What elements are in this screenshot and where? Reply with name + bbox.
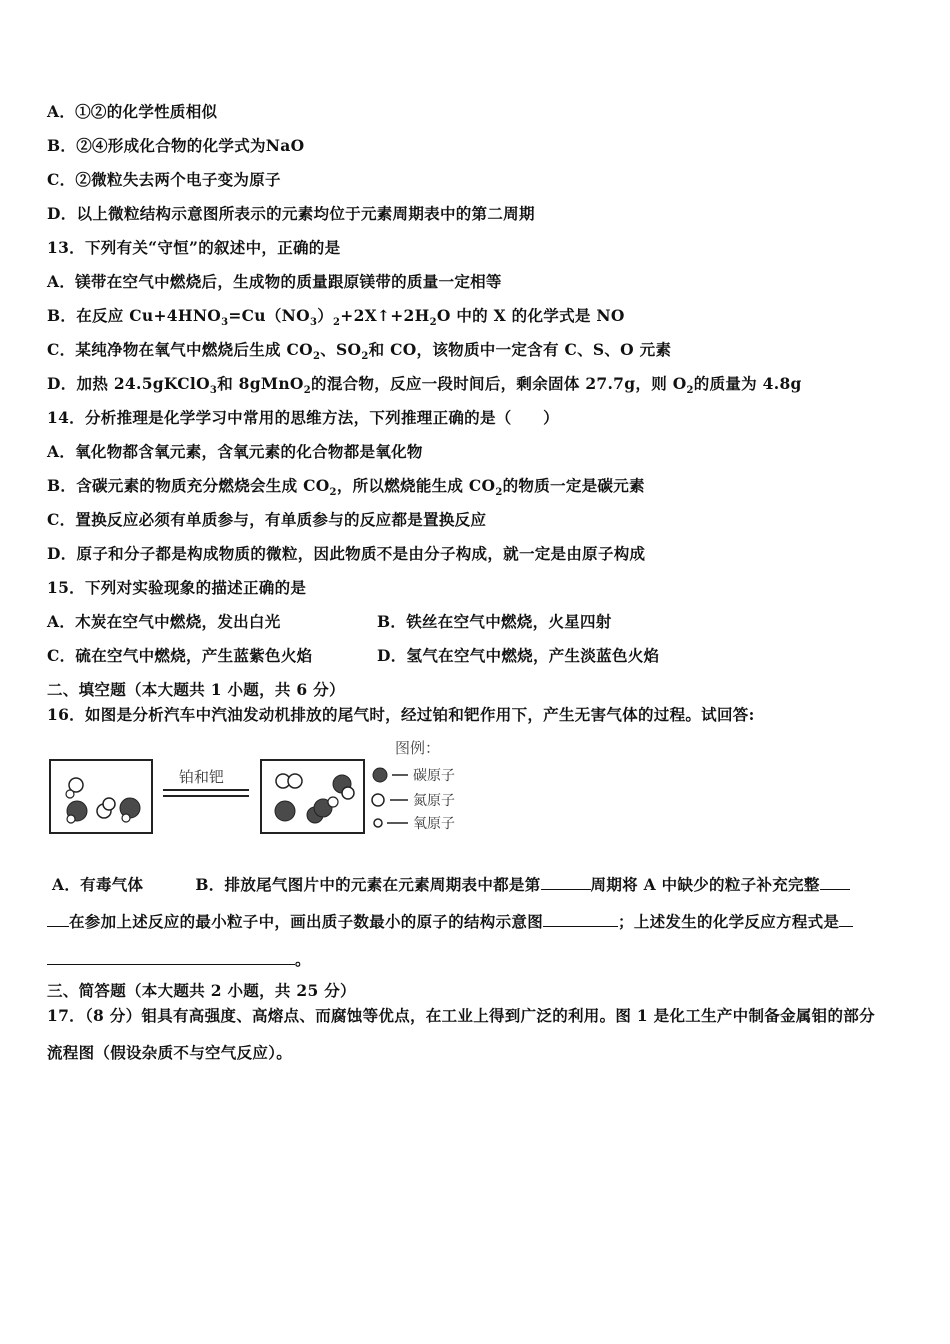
q12-option-a: A．①②的化学性质相似 <box>47 102 218 121</box>
legend-title: 图例： <box>395 740 441 757</box>
q12-option-b: B．②④形成化合物的化学式为NaO <box>47 136 305 155</box>
q16-answer-line-2: 在参加上述反应的最小粒子中，画出质子数最小的原子的结构示意图 ；上述发生的化学反应方程式是 <box>47 910 853 932</box>
q15-stem: 15．下列对实验现象的描述正确的是 <box>47 578 307 597</box>
legend-nitrogen: 氮原子 <box>413 792 455 808</box>
q15-option-b: B．铁丝在空气中燃烧，火星四射 <box>377 612 612 631</box>
q15-option-a: A．木炭在空气中燃烧，发出白光 <box>47 612 281 631</box>
q14-option-b: B．含碳元素的物质充分燃烧会生成 $CO_2$，所以燃烧能生成 $CO_2$的物质一定是碳元素 <box>47 476 645 499</box>
reactant-box <box>50 760 152 833</box>
q13-option-b: B．在反应 $Cu+4HNO_3=Cu(NO_3)_2+2X↑+2H_2O$ 中的 X 的化学式是 NO <box>47 306 625 329</box>
q14-option-d: D．原子和分子都是构成物质的微粒，因此物质不是由分子构成，就一定是由原子构成 <box>47 544 646 563</box>
blank-equation-a[interactable] <box>839 910 853 927</box>
q16-answer-line-3: 。 <box>47 948 311 970</box>
reaction-diagram <box>47 738 477 838</box>
legend-oxygen: 氧原子 <box>413 815 455 831</box>
section-heading-fill-in: 二、填空题（本大题共 1 小题，共 6 分） <box>47 680 345 699</box>
q16-answer-line-1: A．有毒气体 B．排放尾气图片中的元素在元素周期表中都是第 周期将 A 中缺少的粒子补充完整 <box>52 873 850 895</box>
q15-option-c: C．硫在空气中燃烧，产生蓝紫色火焰 <box>47 646 313 665</box>
section-heading-short-answer: 三、简答题（本大题共 2 小题，共 25 分） <box>47 981 356 1000</box>
blank-equation-b[interactable] <box>47 948 295 965</box>
q14-option-c: C．置换反应必须有单质参与，有单质参与的反应都是置换反应 <box>47 510 487 529</box>
q15-option-d: D．氢气在空气中燃烧，产生淡蓝色火焰 <box>377 646 660 665</box>
q13-option-c: C．某纯净物在氧气中燃烧后生成 $CO_2$、$SO_2$和 CO，该物质中一定含有 C、S、O 元素 <box>47 340 672 363</box>
q13-option-d: D．加热 24.5gKClO$_3$和 8gMnO$_2$的混合物，反应一段时间后，剩余固体 27.7g，则 $O_2$的质量为 4.8g <box>47 374 802 397</box>
q13-stem: 13．下列有关“守恒”的叙述中，正确的是 <box>47 238 341 257</box>
blank-period[interactable] <box>541 873 591 890</box>
q17-line-2: 流程图（假设杂质不与空气反应）。 <box>47 1043 293 1062</box>
q17-line-1: 17．（8 分）钼具有高强度、高熔点、而腐蚀等优点，在工业上得到广泛的利用。图 1 是化工生产中制备金属钼的部分 <box>47 1006 875 1025</box>
q12-option-c: C．②微粒失去两个电子变为原子 <box>47 170 281 189</box>
q12-option-d: D．以上微粒结构示意图所表示的元素均位于元素周期表中的第二周期 <box>47 204 535 223</box>
blank-atom-diagram[interactable] <box>543 910 618 927</box>
legend-carbon: 碳原子 <box>413 767 455 783</box>
blank-particle-a[interactable] <box>820 873 850 890</box>
arrow-label: 铂和钯 <box>179 769 225 786</box>
q16-stem: 16．如图是分析汽车中汽油发动机排放的尾气时，经过铂和钯作用下，产生无害气体的过程。试回答: <box>47 705 755 724</box>
q14-option-a: A．氧化物都含氧元素，含氧元素的化合物都是氧化物 <box>47 442 423 461</box>
q13-option-a: A．镁带在空气中燃烧后，生成物的质量跟原镁带的质量一定相等 <box>47 272 502 291</box>
blank-particle-b[interactable] <box>47 910 69 927</box>
q14-stem: 14．分析推理是化学学习中常用的思维方法，下列推理正确的是（ ） <box>47 408 559 427</box>
